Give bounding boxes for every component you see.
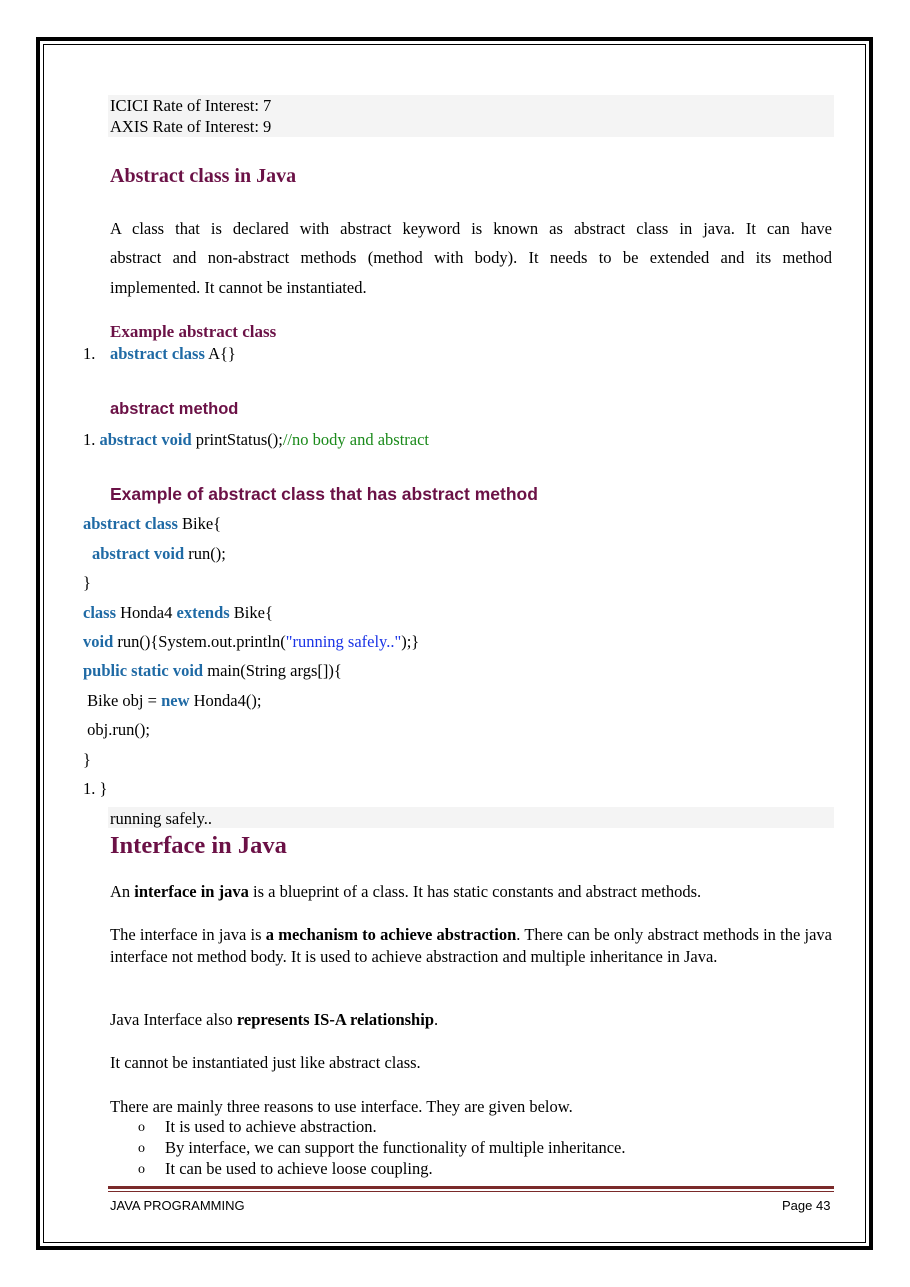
code-line — [83, 602, 273, 623]
code-line — [110, 343, 236, 364]
text: The interface in java is — [110, 925, 266, 944]
code-keyword: abstract void — [99, 430, 192, 449]
footer-rule — [108, 1191, 834, 1192]
bullet-marker: o — [138, 1162, 145, 1177]
subheading: abstract method — [110, 400, 239, 418]
paragraph: There are mainly three reasons to use interface. They are given below. — [110, 1097, 573, 1116]
bullet-item: It is used to achieve abstraction. — [165, 1117, 377, 1136]
bullet-item: By interface, we can support the functionality of multiple inheritance. — [165, 1138, 626, 1157]
list-number: 1. — [83, 430, 100, 449]
code-text: A{} — [204, 344, 236, 363]
paragraph-line: A class that is declared with abstract keyword is known as abstract class in java. It can have — [110, 219, 832, 238]
code-string: "running safely.." — [285, 632, 402, 651]
code-keyword: abstract void — [92, 544, 185, 563]
output-line: ICICI Rate of Interest: 7 — [110, 96, 272, 115]
code-line: obj.run(); — [83, 720, 150, 739]
bullet-item: It can be used to achieve loose coupling. — [165, 1159, 433, 1178]
text: is a blueprint of a class. It has static constants and abstract methods. — [248, 882, 702, 901]
section-heading: Abstract class in Java — [110, 165, 297, 187]
text: . — [434, 1010, 439, 1029]
paragraph — [110, 881, 832, 902]
code-text: run(); — [184, 544, 226, 563]
text: An — [110, 882, 135, 901]
text: . There can be only abstract methods in the java interface not method body. It is used to achieve abstraction and multiple inheritance in Java. — [110, 925, 832, 966]
code-text: run(){System.out.println( — [113, 632, 286, 651]
output-line: running safely.. — [110, 809, 213, 828]
code-keyword: new — [161, 691, 190, 710]
subheading: Example abstract class — [110, 322, 277, 341]
bold-text: a mechanism to achieve abstraction — [265, 925, 517, 944]
page-number: Page 43 — [782, 1198, 831, 1213]
code-text: Bike{ — [229, 603, 273, 622]
code-line — [83, 429, 429, 450]
subheading: Example of abstract class that has abstract method — [110, 484, 538, 504]
paragraph — [110, 924, 832, 967]
code-text: main(String args[]){ — [203, 661, 342, 680]
code-line — [83, 660, 342, 681]
list-number: 1. — [83, 344, 96, 363]
bullet-marker: o — [138, 1141, 145, 1156]
bold-text: represents IS-A relationship — [236, 1010, 434, 1029]
code-line — [83, 690, 261, 711]
paragraph-line: abstract and non-abstract methods (method with body). It needs to be extended and its method — [110, 248, 832, 267]
code-text: Honda4 — [116, 603, 177, 622]
paragraph-line: implemented. It cannot be instantiated. — [110, 278, 367, 297]
output-box — [108, 807, 834, 828]
paragraph — [110, 1009, 832, 1030]
code-keyword: extends — [176, 603, 230, 622]
code-keyword: public static void — [83, 661, 204, 680]
code-text: Bike{ — [177, 514, 222, 533]
code-keyword: class — [83, 603, 116, 622]
code-line — [83, 631, 419, 652]
section-heading: Interface in Java — [110, 832, 287, 859]
code-line: 1. } — [83, 779, 108, 798]
footer-rule — [108, 1186, 834, 1189]
bold-text: interface in java — [134, 882, 249, 901]
code-keyword: abstract class — [83, 514, 178, 533]
code-line — [83, 513, 221, 534]
output-line: AXIS Rate of Interest: 9 — [110, 117, 272, 136]
code-comment: //no body and abstract — [282, 430, 429, 449]
code-text: Honda4(); — [189, 691, 262, 710]
code-line — [92, 543, 226, 564]
code-keyword: void — [83, 632, 114, 651]
code-text: Bike obj = — [83, 691, 162, 710]
code-line: } — [83, 750, 91, 769]
code-line: } — [83, 573, 91, 592]
code-keyword: abstract class — [110, 344, 205, 363]
paragraph: It cannot be instantiated just like abstract class. — [110, 1053, 421, 1072]
footer-title: JAVA PROGRAMMING — [110, 1198, 245, 1213]
code-text: );} — [401, 632, 420, 651]
bullet-marker: o — [138, 1120, 145, 1135]
code-text: printStatus(); — [191, 430, 283, 449]
text: Java Interface also — [110, 1010, 237, 1029]
